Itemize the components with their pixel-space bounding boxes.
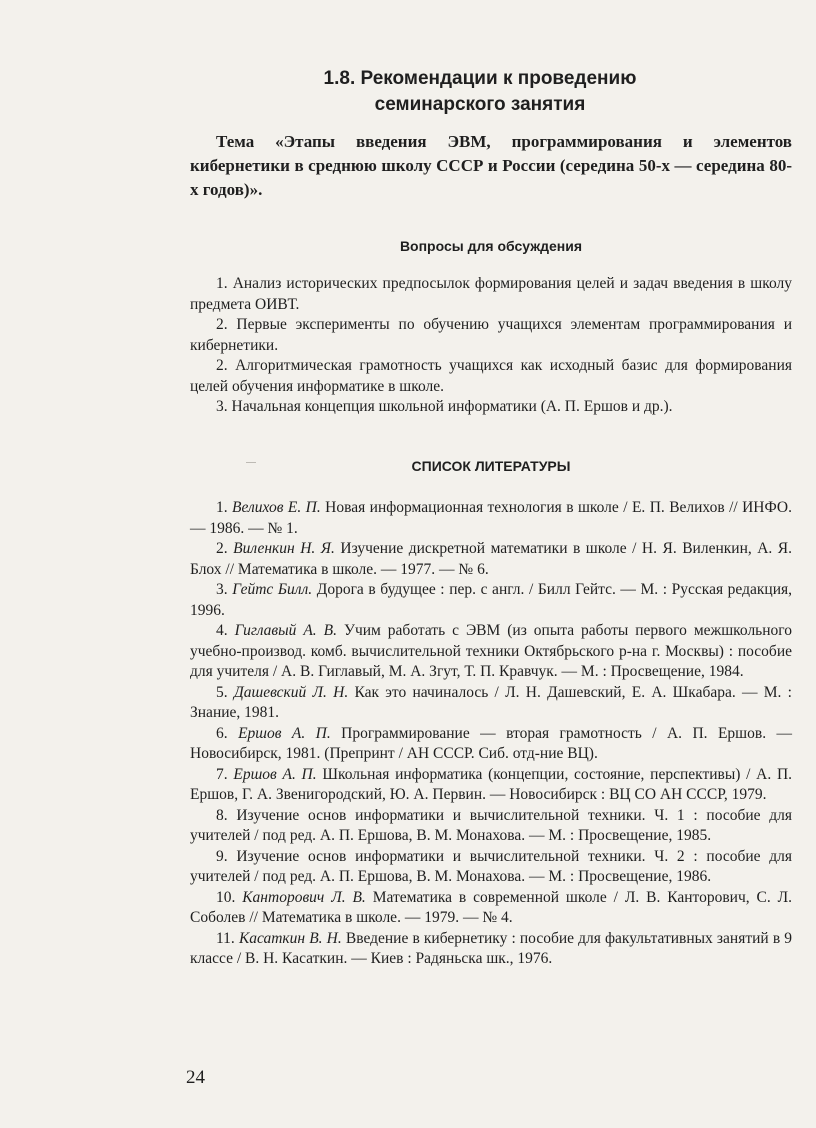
reference-author: Виленкин Н. Я. bbox=[233, 540, 335, 557]
reference-number: 7. bbox=[216, 765, 228, 783]
reference-author: Ершов А. П. bbox=[238, 724, 331, 742]
reference-number: 4. bbox=[216, 622, 228, 639]
reference-author: Канторович Л. В. bbox=[242, 888, 366, 906]
reference-text: Введение в кибернетику : пособие для факультативных занятий в 9 классе / В. Н. Касаткин. — Киев : Радяньска шк., 1976. bbox=[190, 929, 793, 967]
question-item: 1. Анализ исторических предпосылок формирования целей и задач введения в школу предмета ОИВТ. bbox=[190, 275, 792, 313]
reference-text: Изучение основ информатики и вычислительной техники. Ч. 1 : пособие для учителей / под ред. А. П. Ершова, В. М. Монахова. — М. : Просвещение, 1985. bbox=[190, 806, 793, 844]
reference-text: Как это начиналось / Л. Н. Дашевский, Е. А. Шкабара. — М. : Знание, 1981. bbox=[190, 683, 792, 721]
reference-item bbox=[190, 806, 792, 847]
reference-number: 9. bbox=[216, 847, 228, 865]
question-item: 2. Алгоритмическая грамотность учащихся как исходный базис для формирования целей обучения информатике в школе. bbox=[190, 357, 792, 395]
reference-item bbox=[190, 929, 792, 970]
seminar-topic: Тема «Этапы введения ЭВМ, программирования и элементов кибернетики в среднюю школу СССР и России (середина 50-х — середина 80-х годов)». bbox=[190, 132, 792, 199]
reference-text: Школьная информатика (концепции, состояние, перспективы) / А. П. Ершов, Г. А. Звенигородский, Ю. А. Первин. — Новосибирск : ВЦ СО АН СССР, 1979. bbox=[190, 765, 793, 803]
reference-item bbox=[190, 724, 792, 765]
reference-author: Велихов Е. П. bbox=[232, 499, 321, 516]
reference-author: Дашевский Л. Н. bbox=[233, 683, 349, 701]
reference-number: 3. bbox=[216, 581, 228, 598]
reference-item bbox=[190, 580, 792, 621]
literature-heading: СПИСОК ЛИТЕРАТУРЫ bbox=[411, 458, 571, 474]
question-item: 3. Начальная концепция школьной информатики (А. П. Ершов и др.). bbox=[216, 398, 673, 415]
page-number: 24 bbox=[186, 1067, 205, 1088]
reference-number: 10. bbox=[216, 888, 236, 906]
questions-list bbox=[190, 274, 792, 418]
reference-number: 11. bbox=[216, 929, 235, 947]
section-title-line-2: семинарского занятия bbox=[374, 94, 586, 115]
literature-list bbox=[190, 498, 792, 970]
reference-item bbox=[190, 765, 792, 806]
reference-author: Касаткин В. Н. bbox=[238, 929, 342, 947]
reference-text: Математика в современной школе / Л. В. Канторович, С. Л. Соболев // Математика в школе. — 1979. — № 4. bbox=[190, 888, 793, 926]
reference-author: Ершов А. П. bbox=[233, 765, 317, 783]
reference-text: Дорога в будущее : пер. с англ. / Билл Гейтс. — М. : Русская редакция, 1996. bbox=[190, 581, 793, 619]
reference-item bbox=[190, 888, 792, 929]
reference-author: Гейтс Билл. bbox=[232, 581, 313, 598]
reference-number: 5. bbox=[216, 683, 228, 701]
reference-number: 2. bbox=[216, 540, 228, 557]
reference-item bbox=[190, 847, 792, 888]
section-title-line-1: 1.8. Рекомендации к проведению bbox=[323, 68, 637, 89]
section-title bbox=[200, 66, 760, 118]
reference-text: Учим работать с ЭВМ (из опыта работы первого межшкольного учебно-производ. комб. вычислительной техники Октябрьского р-на г. Москвы) : пособие для учителя / А. В. Гиглавый, М. А. Згут, Т. П. Кравчук. — М. : Просвещение, 1984. bbox=[190, 622, 793, 680]
reference-text: Изучение дискретной математики в школе / Н. Я. Виленкин, А. Я. Блох // Математика в школе. — 1977. — № 6. bbox=[190, 540, 793, 578]
questions-heading: Вопросы для обсуждения bbox=[399, 238, 583, 254]
reference-item bbox=[190, 683, 792, 724]
reference-number: 1. bbox=[216, 499, 228, 516]
reference-author: Гиглавый А. В. bbox=[234, 622, 337, 639]
question-item: 2. Первые эксперименты по обучению учащихся элементам программирования и кибернетики. bbox=[190, 316, 792, 354]
reference-text: Программирование — вторая грамотность / А. П. Ершов. — Новосибирск, 1981. (Препринт / АН СССР. Сиб. отд-ние ВЦ). bbox=[190, 724, 792, 762]
reference-item bbox=[190, 498, 792, 539]
reference-number: 8. bbox=[216, 806, 228, 824]
reference-number: 6. bbox=[216, 724, 228, 742]
reference-item bbox=[190, 539, 792, 580]
reference-item bbox=[190, 621, 792, 683]
reference-text: Изучение основ информатики и вычислительной техники. Ч. 2 : пособие для учителей / под ред. А. П. Ершова, В. М. Монахова. — М. : Просвещение, 1986. bbox=[190, 847, 793, 885]
reference-text: Новая информационная технология в школе / Е. П. Велихов // ИНФО. — 1986. — № 1. bbox=[190, 499, 793, 537]
